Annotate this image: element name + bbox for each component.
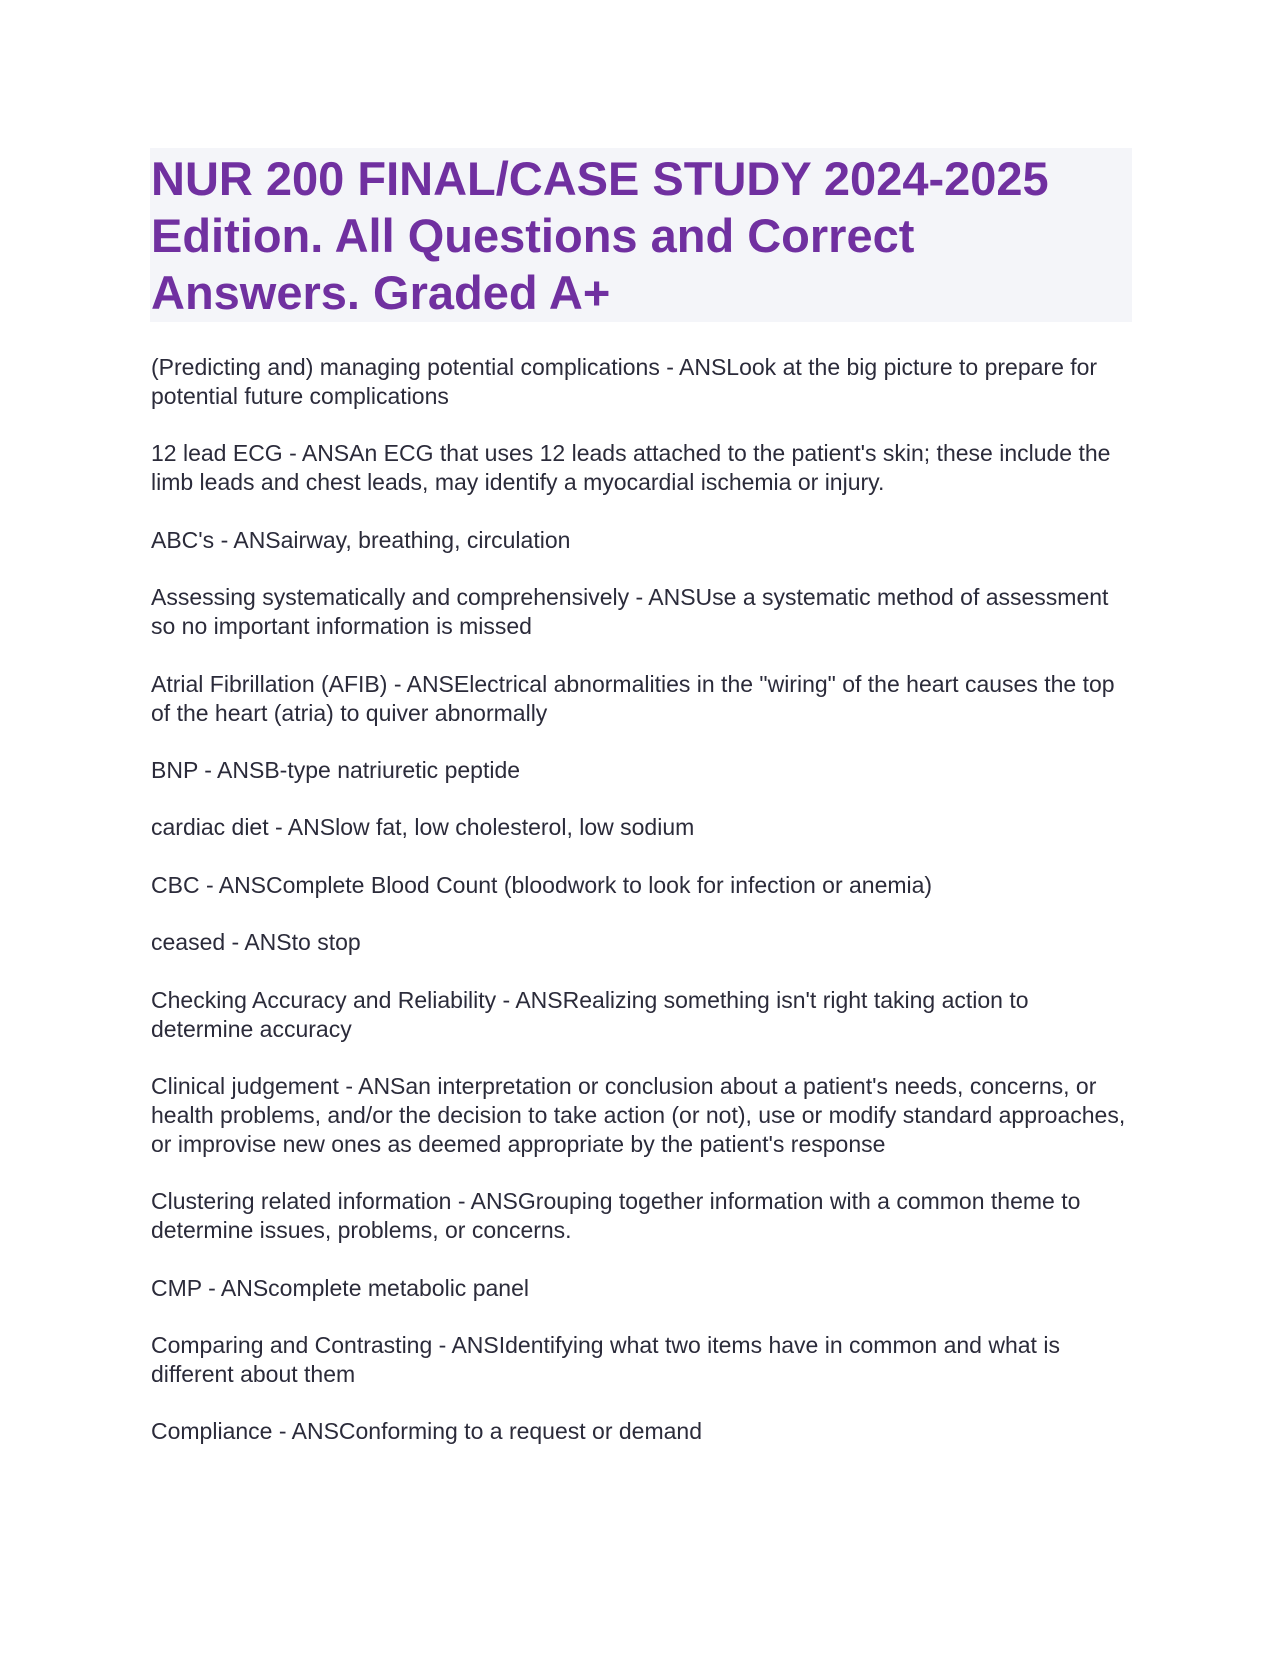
entry-list	[151, 353, 1131, 1475]
entry-cardiac-diet: cardiac diet - ANSlow fat, low cholesterol, low sodium	[151, 814, 695, 841]
entry-comparing-contrasting: Comparing and Contrasting - ANSIdentifying what two items have in common and what is different about them	[151, 1332, 1060, 1388]
entry-abcs: ABC's - ANSairway, breathing, circulation	[151, 526, 571, 553]
entry-predicting-managing-complications: (Predicting and) managing potential complications - ANSLook at the big picture to prepare for potential future complications	[151, 354, 1098, 409]
entry-cmp: CMP - ANScomplete metabolic panel	[151, 1274, 529, 1301]
title-block	[150, 148, 1132, 322]
entry-clinical-judgement: Clinical judgement - ANSan interpretation or conclusion about a patient's needs, concerns, or health problems, and/or the decision to take action (or not), use or modify standard approaches, or improvise new ones as deemed appropriate by the patient's response	[151, 1072, 1126, 1157]
entry-assessing-systematically: Assessing systematically and comprehensively - ANSUse a systematic method of assessment so no important information is missed	[151, 584, 1109, 640]
entry-compliance: Compliance - ANSConforming to a request or demand	[151, 1418, 703, 1445]
entry-clustering-information: Clustering related information - ANSGrouping together information with a common theme to determine issues, problems, or concerns.	[151, 1188, 1081, 1244]
entry-12-lead-ecg: 12 lead ECG - ANSAn ECG that uses 12 leads attached to the patient's skin; these include the limb leads and chest leads, may identify a myocardial ischemia or injury.	[151, 440, 1111, 496]
document-title: NUR 200 FINAL/CASE STUDY 2024-2025 Edition. All Questions and Correct Answers. Graded A+	[151, 152, 1049, 319]
entry-bnp: BNP - ANSB-type natriuretic peptide	[151, 756, 521, 783]
entry-cbc: CBC - ANSComplete Blood Count (bloodwork to look for infection or anemia)	[151, 871, 933, 898]
entry-checking-accuracy: Checking Accuracy and Reliability - ANSRealizing something isn't right taking action to determine accuracy	[151, 986, 1029, 1042]
entry-ceased: ceased - ANSto stop	[151, 929, 361, 956]
entry-atrial-fibrillation: Atrial Fibrillation (AFIB) - ANSElectrical abnormalities in the "wiring" of the heart causes the top of the heart (atria) to quiver abnormally	[151, 670, 1115, 726]
